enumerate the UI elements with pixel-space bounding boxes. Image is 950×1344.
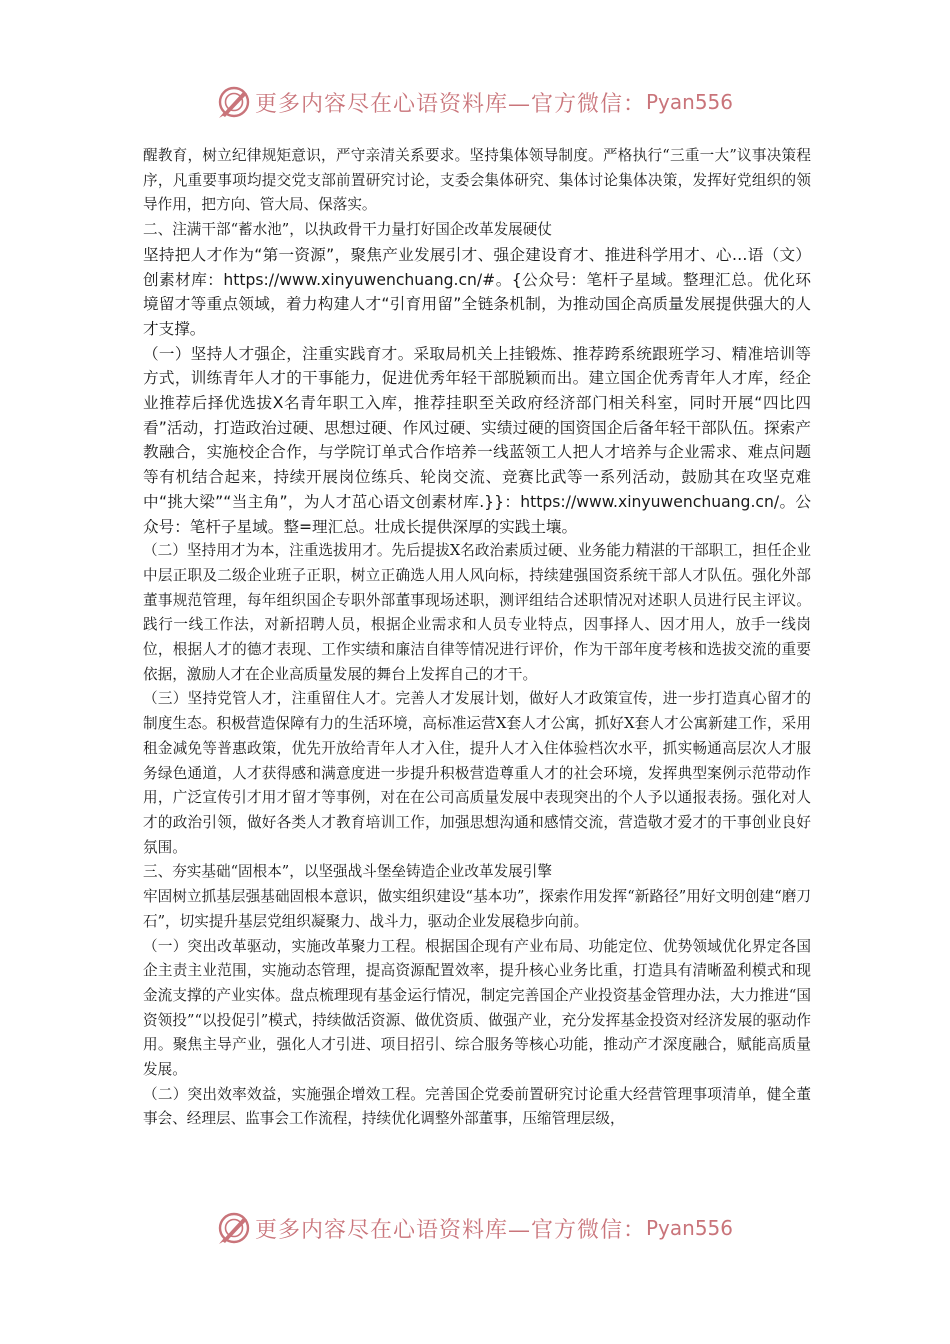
body-paragraph: （一）坚持人才强企，注重实践育才。采取局机关上挂锻炼、推荐跨系统跟班学习、精准培训等方式，训练青年人才的干事能力，促进优秀年轻干部脱颖而出。建立国企优秀青年人才库，经企业推荐后择优选拔X名青年职工入库，推荐挂职至关政府经济部门相关科室，同时开展“四比四看”活动，打造政治过硬、思想过硬、作风过硬、实绩过硬的国资国企后备年轻干部队伍。探索产教融合，实施校企合作，与学院订单式合作培养一线蓝领工人把人才培养与企业需求、难点问题等有机结合起来，持续开展岗位练兵、轮岗交流、竞赛比武等一系列活动，鼓励其在攻坚克难中“挑大梁”“当主角”，为人才茁心语文创素材库.}}：https://www.xinyuwenchuang.cn/。公众号：笔杆子星域。整=理汇总。壮成长提供深厚的实践土壤。: [143, 344, 811, 536]
body-paragraph: （二）坚持用才为本，注重选拔用才。先后提拔X名政治素质过硬、业务能力精湛的干部职工，担任企业中层正职及二级企业班子正职，树立正确选人用人风向标，持续建强国资系统干部人才队伍。强化外部董事规范管理，每年组织国企专职外部董事现场述职，测评组结合述职情况对述职人员进行民主评议。践行一线工作法，对新招聘人员，根据企业需求和人员专业特点，因事择人、因才用人，放手一线岗位，根据人才的德才表现、工作实绩和廉洁自律等情况进行评价，作为干部年度考核和选拔交流的重要依据，激励人才在企业高质量发展的舞台上发挥自己的才干。: [143, 542, 811, 683]
body-paragraph: （二）突出效率效益，实施强企增效工程。完善国企党委前置研究讨论重大经营管理事项清单，健全董事会、经理层、监事会工作流程，持续优化调整外部董事，压缩管理层级，: [143, 1085, 811, 1128]
section-heading: 三、夯实基础“固根本”，以坚强战斗堡垒铸造企业改革发展引擎: [143, 863, 552, 881]
body-paragraph: 醒教育，树立纪律规矩意识，严守亲清关系要求。坚持集体领导制度。严格执行“三重一大”议事决策程序，凡重要事项均提交党支部前置研究讨论，支委会集体研究、集体讨论集体决策，发挥好党组织的领导作用，把方向、管大局、保落实。: [143, 147, 811, 214]
banner-wechat-id: Pyan556: [646, 90, 734, 114]
body-paragraph: （一）突出改革驱动，实施改革聚力工程。根据国企现有产业布局、功能定位、优势领域优化界定各国企主责主业范围，实施动态管理，提高资源配置效率，提升核心业务比重，打造具有清晰盈利模式和现金流支撑的产业实体。盘点梳理现有基金运行情况，制定完善国企产业投资基金管理办法，大力推进“国资领投”“以投促引”模式，持续做活资源、做优资质、做强产业，充分发挥基金投资对经济发展的驱动作用。聚焦主导产业，强化人才引进、项目招引、综合服务等核心功能，推动产才深度融合，赋能高质量发展。: [143, 937, 811, 1079]
banner-title: 更多内容尽在心语资料库—官方微信：: [254, 91, 646, 117]
banner-title: 更多内容尽在心语资料库—官方微信：: [254, 1217, 646, 1243]
body-paragraph: 牢固树立抓基层强基础固根本意识，做实组织建设“基本功”，探索作用发挥“新路径”用好文明创建“磨刀石”，切实提升基层党组织凝聚力、战斗力，驱动企业发展稳步向前。: [143, 888, 811, 930]
document-body: [143, 144, 811, 1132]
brush-logo-icon: [217, 1211, 251, 1245]
brush-logo-icon: [217, 85, 251, 119]
section-heading: 二、注满干部“蓄水池”，以执政骨干力量打好国企改革发展硬仗: [143, 221, 552, 239]
header-banner: [0, 80, 950, 124]
banner-wechat-id: Pyan556: [646, 1216, 734, 1240]
body-paragraph: （三）坚持党管人才，注重留住人才。完善人才发展计划，做好人才政策宣传，进一步打造真心留才的制度生态。积极营造保障有力的生活环境，高标准运营X套人才公寓，抓好X套人才公寓新建工作，采用租金减免等普惠政策，优先开放给青年人才入住，提升人才入住体验档次水平，抓实畅通高层次人才服务绿色通道，人才获得感和满意度进一步提升积极营造尊重人才的社会环境，发挥典型案例示范带动作用，广泛宣传引才用才留才等事例，对在在公司高质量发展中表现突出的个人予以通报表扬。强化对人才的政治引领，做好各类人才教育培训工作，加强思想沟通和感情交流，营造敬才爱才的干事创业良好氛围。: [143, 690, 811, 856]
body-paragraph: 坚持把人才作为“第一资源”，聚焦产业发展引才、强企建设育才、推进科学用才、心…语（文）创素材库：https://www.xinyuwenchuang.cn/#。{公众号：笔杆子星域。整理汇总。优化环境留才等重点领域，着力构建人才“引育用留”全链条机制，为推动国企高质量发展提供强大的人才支撑。: [143, 245, 811, 338]
footer-banner: [0, 1206, 950, 1250]
